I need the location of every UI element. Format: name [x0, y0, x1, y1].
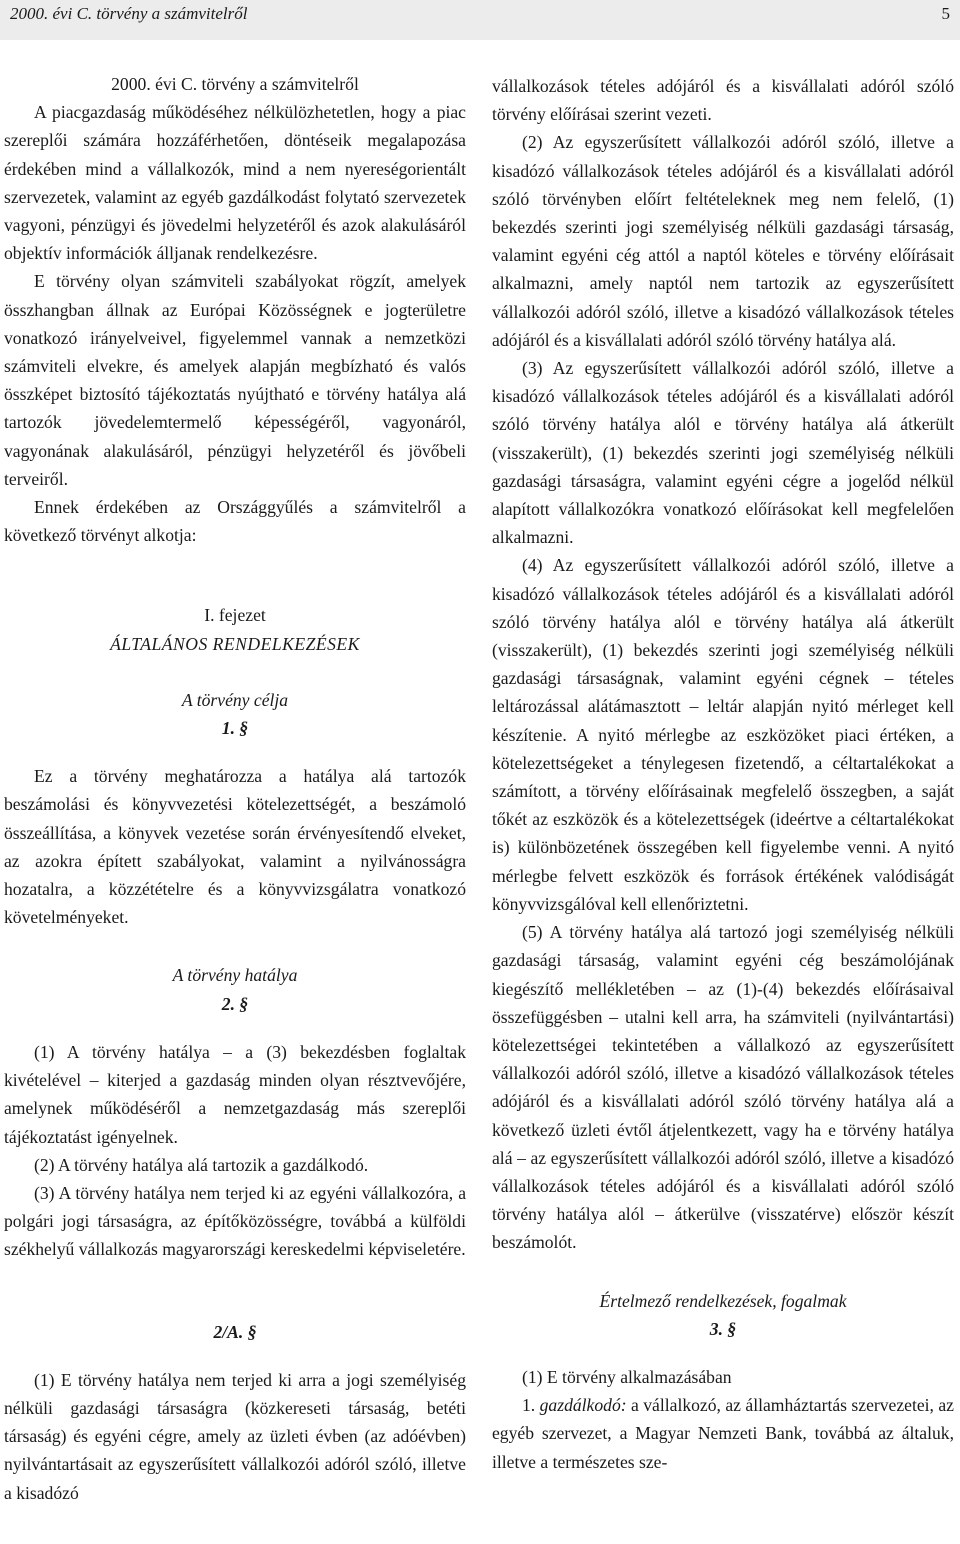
chapter-number: I. fejezet: [204, 605, 266, 626]
section-2-paragraph-1: (1) A törvény hatálya – a (3) bekezdésben foglaltak kivételével – kiterjed a gazdaság minden olyan résztvevőjére, amelynek működéséről a nemzetgazdaság más szereplői tájékoztatást igényelnek.: [4, 1041, 466, 1147]
section-1-text: Ez a törvény meghatározza a hatálya alá tartozók beszámolási és könyvvezetési kötelezettségét, a beszámoló összeállítása, a könyvek vezetése során érvényesítendő elveket, az azokra épített szabályokat, valamint a nyilvánosságra hozatalra, a közzétételre és a könyvvizsgálatra vonatkozó követelményeket.: [4, 766, 466, 928]
running-header-title: 2000. évi C. törvény a számvitelről: [10, 4, 248, 23]
definition-1: [492, 1391, 954, 1476]
chapter-title: ÁLTALÁNOS RENDELKEZÉSEK: [110, 633, 360, 654]
section-1-number: 1. §: [221, 718, 249, 739]
left-column: [4, 70, 466, 1507]
definition-1-term: gazdálkodó:: [539, 1395, 627, 1416]
section-3-paragraph-1: (1) E törvény alkalmazásában: [522, 1366, 732, 1387]
definition-1-number: 1.: [522, 1395, 540, 1416]
section-2-paragraph-2: (2) A törvény hatálya alá tartozik a gazdálkodó.: [34, 1154, 369, 1175]
section-3-number: 3. §: [709, 1318, 737, 1339]
section-2a-number: 2/A. §: [213, 1321, 257, 1342]
section-2a-paragraph-4: (4) Az egyszerűsített vállalkozói adóról szóló, illetve a kisadózó vállalkozások tételes adójáról és a kisvállalati adóról szóló törvény hatálya alól e törvény hatálya alá átkerült (visszakerült), (1) bekezdés szerinti jogi személyiség nélküli gazdasági társaságnak, valamint egyéni cégnek – tételes leltározással alátámasztott – leltár alapján nyitó mérleget kell készítenie. A nyitó mérlegbe az eszközöket piaci értéken, a kötelezettségeket a ténylegesen fizetendő, a céltartalékokat a számított, a törvény előírásainak megfelelő összegben, a saját tőkét az eszközök és a kötelezettségek (ideértve a céltartalékokat is) különbözetének összegében kell figyelembe venni. A nyitó mérlegbe felvett eszközök és források értékének valódiságát könyvvizsgálóval kell ellenőriztetni.: [492, 555, 954, 914]
running-header: [0, 0, 960, 40]
definition-1-text: a vállalkozó, az államháztartás szervezetei, az egyéb szervezet, a Magyar Nemzeti Bank, továbbá az általuk, illetve a természetes sze-: [492, 1395, 954, 1472]
section-2a-paragraph-2: (2) Az egyszerűsített vállalkozói adóról szóló, illetve a kisadózó vállalkozások tételes adójáról és a kisvállalati adóról szóló törvényben előírt feltételeknek meg nem felelő, (1) bekezdés szerinti jogi személyiség nélküli gazdasági társaság, valamint egyéni cég attól a naptól köteles e törvény előírásait alkalmazni, amely naptól nem tartozik az egyszerűsített vállalkozói adóról szóló, illetve a kisadózó vállalkozások tételes adójáról és a kisvállalati adóról szóló törvény hatálya alá.: [492, 132, 954, 350]
section-2a-paragraph-5: (5) A törvény hatálya alá tartozó jogi személyiség nélküli gazdasági társaság, valamint egyéni cég beszámolójának kiegészítő mellékletében – az (1)-(4) bekezdés előírásaival összefüggésben – utalni kell arra, ha számviteli (nyilvántartási) kötelezettségei tekintetében a vállalkozó az egyszerűsített vállalkozói adóról szóló, illetve a kisadózó vállalkozások tételes adójáról és a kisvállalati adóról szóló törvény hatálya alá a következő üzleti évtől átjelentkezett, vagy ha e törvény hatálya alá – az egyszerűsített vállalkozói adóról szóló, illetve a kisadózó vállalkozások tételes adójáról és a kisvállalati adóról szóló törvény hatálya alól – átkerülve (visszatérve) először készít beszámolót.: [492, 922, 954, 1253]
preamble-paragraph-1: A piacgazdaság működéséhez nélkülözhetetlen, hogy a piac szereplői számára hozzáférhetően, döntéseik megalapozása érdekében mind a vállalkozók, mind a nem nyereségorientált szervezetek, valamint az egyéb gazdálkodást folytató szervezetek vagyoni, pénzügyi és jövedelmi helyzetéről és azok alakulásáról objektív információk álljanak rendelkezésre.: [4, 102, 466, 264]
document-title: 2000. évi C. törvény a számvitelről: [111, 74, 359, 94]
section-3-heading: Értelmező rendelkezések, fogalmak: [599, 1290, 847, 1311]
section-2-heading: A törvény hatálya: [172, 965, 298, 986]
preamble-paragraph-3: Ennek érdekében az Országgyűlés a számvitelről a következő törvényt alkotja:: [4, 497, 466, 546]
page-number: 5: [941, 4, 950, 23]
section-2-paragraph-3: (3) A törvény hatálya nem terjed ki az egyéni vállalkozóra, a polgári jogi társaságra, az építőközösségre, továbbá a külföldi székhelyű vállalkozás magyarországi kereskedelmi képviseletére.: [4, 1182, 466, 1260]
section-2-number: 2. §: [221, 993, 249, 1014]
right-column: [492, 72, 954, 1476]
section-2a-paragraph-1: (1) E törvény hatálya nem terjed ki arra a jogi személyiség nélküli gazdasági társaságra (közkereseti társaság, betéti társaság) és egyéni cégre, amely az üzleti évben (az adóévben) nyilvántartásait az egyszerűsített vállalkozói adóról szóló, illetve a kisadózó: [4, 1369, 466, 1503]
section-2a-continuation: vállalkozások tételes adójáról és a kisvállalati adóról szóló törvény előírásai szerint vezeti.: [492, 76, 954, 125]
section-1-heading: A törvény célja: [181, 689, 289, 710]
preamble-paragraph-2: E törvény olyan számviteli szabályokat rögzít, amelyek összhangban állnak az Európai Közösségnek e jogterületre vonatkozó irányelveivel, figyelemmel vannak a nemzetközi számviteli elvekre, és amelyek alapján megbízható és valós összképet biztosító tájékoztatás nyújtható e törvény hatálya alá tartozók jövedelemtermelő képességéről, vagyonáról, vagyonának alakulásáról, pénzügyi helyzetéről és jövőbeli terveiről.: [4, 271, 466, 489]
section-2a-paragraph-3: (3) Az egyszerűsített vállalkozói adóról szóló, illetve a kisadózó vállalkozások tételes adójáról és a kisvállalati adóról szóló törvény hatálya alól e törvény hatálya alá átkerült (visszakerült), (1) bekezdés szerinti jogi személyiség nélküli gazdasági társaságra, valamint egyéni cégre a jogelőd nélkül alapított vállalkozókra vonatkozó előírásokat kell megfelelően alkalmazni.: [492, 358, 954, 548]
